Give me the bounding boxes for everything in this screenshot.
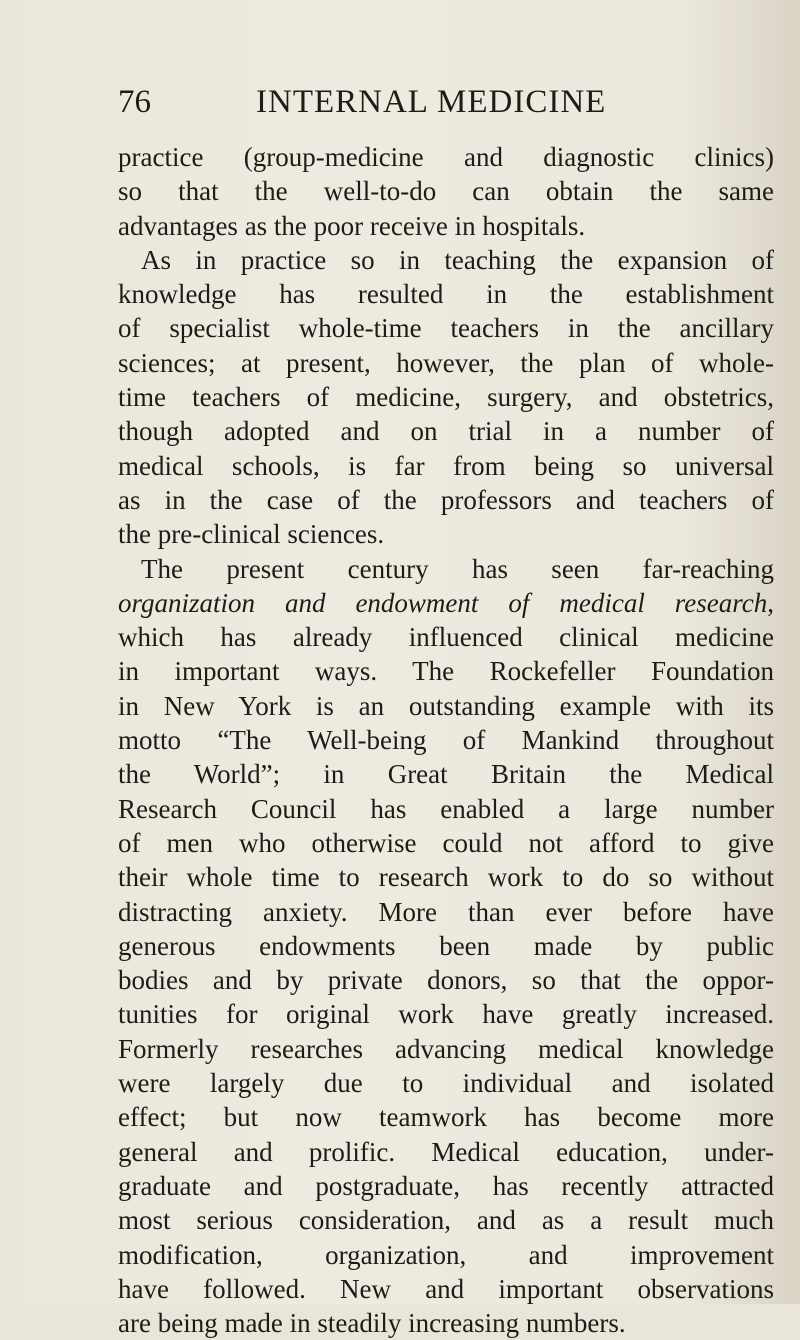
text-line: time teachers of medicine, surgery, and obstetrics, [118, 382, 774, 413]
text-line: of specialist whole-time teachers in the ancillary [118, 313, 774, 344]
text-line: advantages as the poor receive in hospitals. [118, 210, 586, 241]
text-line-italic [118, 586, 774, 620]
text-line: The present century has seen far-reaching [141, 553, 774, 584]
text-line: their whole time to research work to do so without [118, 862, 774, 893]
text-line: general and prolific. Medical education, under- [118, 1136, 774, 1167]
italic-phrase: organization and endowment of medical research [118, 587, 768, 618]
text-line: Research Council has enabled a large number [118, 793, 774, 824]
text-line: the pre-clinical sciences. [118, 519, 385, 550]
text-line: graduate and postgraduate, has recently attracted [118, 1170, 774, 1201]
text-line: As in practice so in teaching the expansion of [141, 244, 774, 275]
text-line: though adopted and on trial in a number of [118, 416, 774, 447]
text-line: are being made in steadily increasing numbers. [118, 1308, 626, 1339]
text-line: generous endowments been made by public [118, 930, 774, 961]
page-number: 76 [118, 84, 151, 120]
text-line: tunities for original work have greatly increased. [118, 999, 774, 1030]
text-line: the World”; in Great Britain the Medical [118, 759, 774, 790]
text-line: which has already influenced clinical medicine [118, 622, 774, 653]
text-line: sciences; at present, however, the plan of whole- [118, 347, 774, 378]
text-line: effect; but now teamwork has become more [118, 1102, 774, 1133]
text-line: practice (group-medicine and diagnostic clinics) [118, 142, 774, 172]
text-line: motto “The Well-being of Mankind throughout [118, 725, 774, 756]
running-head: INTERNAL MEDICINE [256, 84, 607, 120]
text-line: as in the case of the professors and teachers of [118, 484, 774, 515]
text-line: have followed. New and important observations [118, 1273, 774, 1304]
text-line: so that the well-to-do can obtain the same [118, 176, 774, 207]
text-line: medical schools, is far from being so universal [118, 450, 774, 481]
text-line: in New York is an outstanding example with its [118, 690, 774, 721]
text-line: modification, organization, and improvement [118, 1239, 774, 1270]
text-line: knowledge has resulted in the establishment [118, 279, 774, 310]
body-text [118, 140, 774, 1340]
text-line: were largely due to individual and isolated [118, 1068, 774, 1099]
text-line: in important ways. The Rockefeller Foundation [118, 656, 774, 687]
text-line: Formerly researches advancing medical knowledge [118, 1033, 774, 1064]
text-line: most serious consideration, and as a result much [118, 1205, 774, 1236]
text-line: of men who otherwise could not afford to give [118, 827, 774, 858]
text-line: bodies and by private donors, so that the oppor- [118, 965, 774, 996]
page-header [118, 84, 738, 132]
italic-phrase-tail: , [767, 587, 774, 618]
text-line: distracting anxiety. More than ever before have [118, 896, 774, 927]
